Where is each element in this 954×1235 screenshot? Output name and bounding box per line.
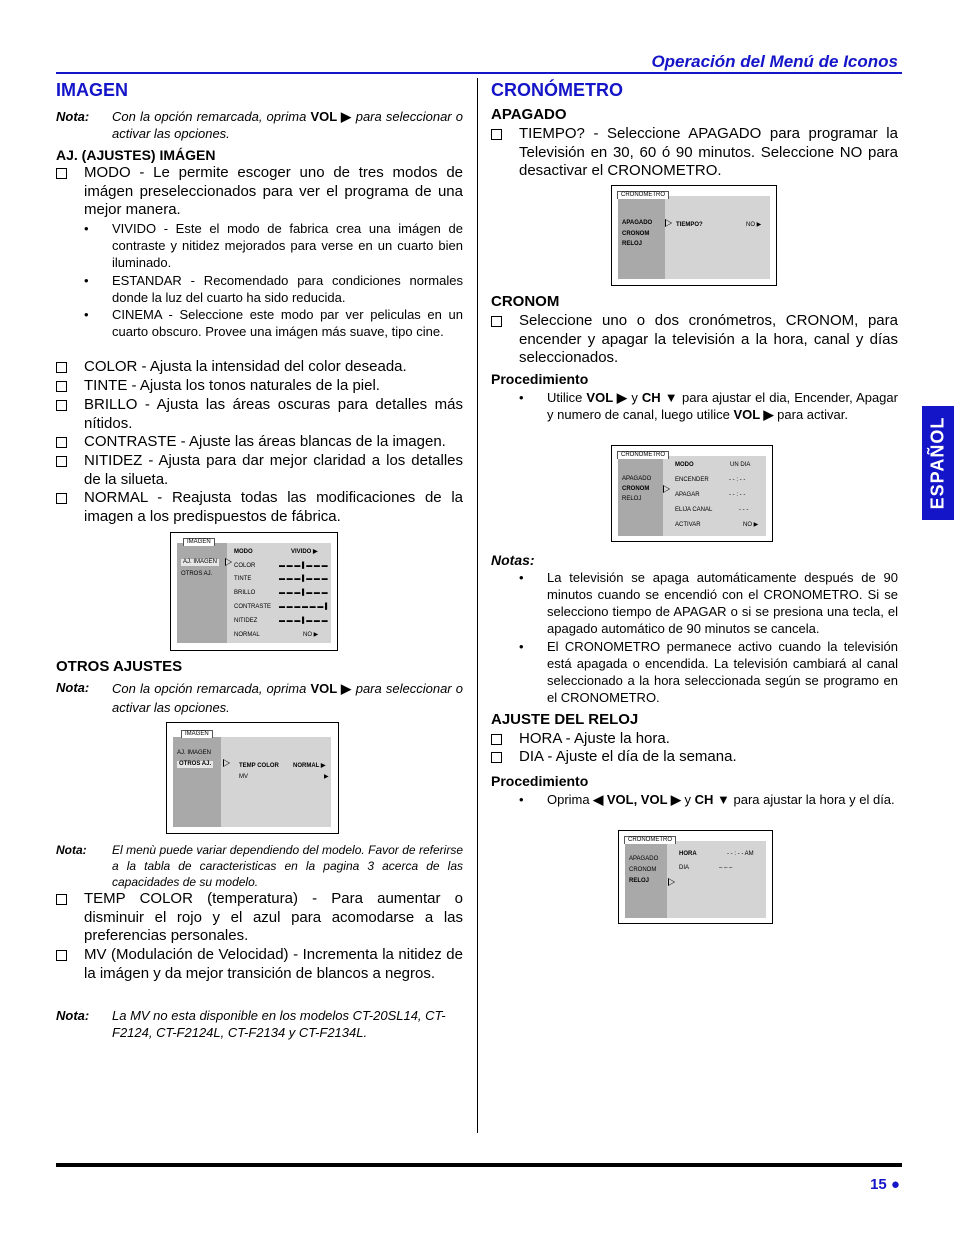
otros-heading: OTROS AJUSTES [56, 658, 183, 675]
item-temp [56, 890, 463, 946]
note-text: La MV no esta disponible en los modelos CT-20SL14, CT-F2124, CT-F2124L, CT-F2134 y CT-F2134L. [112, 1008, 446, 1040]
bullet: • [519, 570, 524, 585]
checkbox-icon [56, 437, 67, 448]
item-text: CONTRASTE - Ajuste las áreas blancas de la imagen. [84, 433, 446, 450]
sub-cinema [84, 306, 463, 358]
menu-row-label: TINTE [234, 576, 252, 582]
checkbox-icon [56, 894, 67, 905]
item-text: Seleccione uno o dos cronómetros, CRONOM, para encender y apagar la televisión a la hora, canal y días seleccionados. [519, 312, 898, 366]
checkbox-icon [56, 168, 67, 179]
step-text: Oprima [547, 792, 594, 807]
selection-arrow-icon [668, 878, 675, 886]
sub-text: VIVIDO - Este el modo de fabrica crea una imágen de contraste y nitidez mejorados para verse en un cuarto bien iluminado. [112, 221, 463, 270]
language-tab [922, 406, 954, 520]
checkbox-icon [491, 129, 502, 140]
step-key: CH ▼ [641, 390, 678, 405]
cronometro-heading: CRONÓMETRO [491, 80, 623, 100]
menu-row-label: MODO [675, 462, 694, 468]
sub-text: ESTANDAR - Recomendado para condiciones normales donde la luz del cuarto ha sido reducida. [112, 273, 463, 305]
menu-sidebar [177, 543, 227, 643]
menu-figure-apagado [611, 185, 777, 286]
menu-slider: ▬ ▬ ▬ ▌▬ ▬ ▬ [279, 563, 328, 569]
selection-arrow-icon [663, 485, 670, 493]
menu-row-label: TEMP COLOR [239, 763, 279, 769]
menu-row-label: HORA [679, 851, 697, 857]
selection-arrow-icon [665, 219, 672, 227]
item-text: NORMAL - Reajusta todas las modificaciones de la imagen a los predispuestos de fábrica. [84, 489, 463, 525]
note-label: Nota: [56, 109, 90, 124]
note-1 [56, 108, 463, 144]
note-4 [56, 1007, 463, 1043]
menu-row-value: - - - [739, 507, 749, 513]
item-modo [56, 164, 463, 220]
menu-row-label: COLOR [234, 563, 256, 569]
menu-row-label: NORMAL [234, 632, 260, 638]
step-key: VOL ▶ [586, 390, 628, 405]
menu-figure-otros [166, 722, 339, 834]
item-mv [56, 946, 463, 1002]
menu-row-value: NO ▶ [303, 632, 319, 638]
step-text: y [627, 390, 642, 405]
menu-side-item: APAGADO [622, 476, 652, 482]
menu-row-value: - - : - - AM [727, 851, 754, 857]
menu-figure-reloj [618, 830, 773, 924]
page-number: 15 ● [870, 1176, 900, 1193]
item-text: BRILLO - Ajusta las áreas oscuras para detalles más nítidos. [84, 396, 463, 432]
header-rule [56, 72, 902, 74]
item-text: HORA - Ajuste la hora. [519, 730, 670, 747]
step-text: Utilice [547, 390, 587, 405]
cronom-heading: CRONOM [491, 293, 560, 310]
menu-figure-imagen [170, 532, 338, 651]
checkbox-icon [56, 362, 67, 373]
nota-a [519, 569, 898, 639]
item-text: TEMP COLOR (temperatura) - Para aumentar o disminuir el rojo y el azul para acomodarse a las preferencias personales. [84, 890, 463, 944]
menu-slider: ▬ ▬ ▬ ▌▬ ▬ ▬ [279, 618, 328, 624]
nota-b [519, 638, 898, 708]
item-text: MV (Modulación de Velocidad) - Incrementa la nitidez de la imágen y da mejor transición de blancos a negros. [84, 946, 463, 982]
note-label: Nota: [56, 1008, 90, 1023]
menu-row-label: NITIDEZ [234, 618, 258, 624]
menu-row-label: DIA [679, 865, 690, 871]
menu-side-item: OTROS AJ. [179, 761, 212, 767]
item-text: COLOR - Ajusta la intensidad del color deseada. [84, 358, 407, 375]
checkbox-icon [56, 400, 67, 411]
menu-row-label: APAGAR [675, 492, 700, 498]
menu-tab: CRONOMETRO [624, 836, 676, 844]
menu-side-item: AJ. IMAGEN [177, 750, 212, 756]
menu-row-value: NO ▶ [743, 522, 759, 528]
menu-side-item: CRONOM [629, 867, 657, 873]
note-key: VOL ▶ [310, 109, 352, 124]
menu-row-label: ACTIVAR [675, 522, 701, 528]
menu-row-label: TIEMPO? [676, 222, 703, 228]
aj-heading: AJ. (AJUSTES) IMÁGEN [56, 147, 216, 163]
menu-side-item: APAGADO [622, 220, 653, 226]
menu-row-label: ELIJA CANAL [675, 507, 713, 513]
bullet: • [84, 307, 89, 322]
note-text: para seleccionar o activar las opciones. [112, 109, 463, 141]
step-key: CH ▼ [694, 792, 730, 807]
sub-estandar [84, 272, 463, 306]
column-divider [477, 78, 478, 1133]
menu-row-value: ▶ [324, 774, 329, 780]
bullet: • [84, 221, 89, 236]
checkbox-icon [56, 493, 67, 504]
note-key: VOL ▶ [310, 681, 352, 696]
step-text: para ajustar la hora y el día. [729, 792, 895, 807]
checkbox-icon [56, 456, 67, 467]
item-tiempo [491, 125, 898, 181]
menu-row-label: CONTRASTE [234, 604, 272, 610]
item-text: TINTE - Ajusta los tonos naturales de la piel. [84, 377, 380, 394]
note-text: El menù puede variar dependiendo del modelo. Favor de referirse a la tabla de caracteristicas en la pagina 3 acerca de las capacidades de su modelo. [112, 843, 463, 889]
ajuste-reloj-heading: AJUSTE DEL RELOJ [491, 711, 639, 728]
sub-text: CINEMA - Seleccione este modo par ver peliculas en un cuarto obscuro. Provee una imágen más suave, tipo cine. [112, 307, 463, 339]
menu-side-item: OTROS AJ. [181, 571, 213, 577]
menu-row-value: – – – [719, 865, 733, 871]
step-text: y [680, 792, 695, 807]
menu-side-item: RELOJ [622, 241, 643, 247]
menu-side-item: RELOJ [629, 878, 650, 884]
step-key: VOL ▶ [733, 407, 774, 422]
checkbox-icon [491, 734, 502, 745]
item-text: TIEMPO? - Seleccione APAGADO para programar la Televisión en 30, 60 ó 90 minutos. Seleccione NO para desactivar el CRONOMETRO. [519, 125, 898, 179]
language-tab-label: ESPAÑOL [927, 416, 948, 510]
page-header-title: Operación del Menú de Iconos [651, 52, 898, 71]
notas-heading: Notas: [491, 552, 535, 568]
step-text: para activar. [773, 407, 848, 422]
item-cronom [491, 312, 898, 368]
menu-row-value: - - : - - [729, 477, 746, 483]
selection-arrow-icon [225, 558, 232, 566]
bullet: • [519, 390, 524, 405]
menu-tab: CRONOMETRO [617, 191, 669, 199]
imagen-heading: IMAGEN [56, 80, 128, 100]
procedimiento-heading: Procedimiento [491, 371, 589, 387]
menu-row-label: MODO [234, 549, 253, 555]
menu-side-item: RELOJ [622, 496, 642, 502]
step-key: ◀ VOL, VOL ▶ [593, 792, 681, 807]
proc2-step [519, 791, 898, 827]
checkbox-icon [491, 752, 502, 763]
menu-row-value: UN DIA [730, 462, 751, 468]
menu-slider: ▬ ▬ ▬ ▬ ▬ ▬ ▌ [279, 604, 330, 610]
note-2 [56, 679, 463, 717]
note-label: Nota: [56, 680, 90, 695]
menu-side-item: CRONOM [622, 486, 650, 492]
apagado-heading: APAGADO [491, 106, 567, 123]
menu-side-item: APAGADO [629, 856, 659, 862]
item-text: NITIDEZ - Ajusta para dar mejor claridad a los detalles de la silueta. [84, 452, 463, 488]
menu-tab: CRONOMETRO [617, 451, 669, 459]
menu-row-label: ENCENDER [675, 477, 709, 483]
procedimiento-heading: Procedimiento [491, 773, 589, 789]
bullet: • [519, 639, 524, 654]
footer-rule [56, 1163, 902, 1167]
sub-vivido [84, 220, 463, 272]
menu-slider: ▬ ▬ ▬ ▌▬ ▬ ▬ [279, 576, 328, 582]
item-text: MODO - Le permite escoger uno de tres modos de imágen preseleccionados para ver el programa de una mejor manera. [84, 164, 463, 218]
menu-slider: ▬ ▬ ▬ ▌▬ ▬ ▬ [279, 590, 328, 596]
bullet: • [519, 792, 524, 807]
proc1-step [519, 389, 898, 441]
note-text: El CRONOMETRO permanece activo cuando la televisión está apagada o encendida. La televisión cambiará al canal seleccionado a la hora seleccionada según se programo en el CRONOMETRO. [547, 639, 898, 705]
step-text: para ajustar el dia, Encender, Apagar y numero de canal, luego utilice [547, 390, 898, 422]
menu-side-item: CRONOM [622, 231, 650, 237]
menu-side-item: AJ. IMAGEN [183, 559, 218, 565]
selection-arrow-icon [223, 759, 230, 767]
note-text: para seleccionar o activar las opciones. [112, 681, 463, 715]
note-text: Con la opción remarcada, oprima [112, 109, 311, 124]
menu-row-label: MV [239, 774, 248, 780]
bullet: • [84, 273, 89, 288]
menu-row-value: NORMAL ▶ [293, 763, 326, 769]
note-text: Con la opción remarcada, oprima [112, 681, 311, 696]
menu-row-value: - - : - - [729, 492, 746, 498]
menu-figure-cronom [611, 445, 773, 542]
note-label: Nota: [56, 843, 87, 857]
menu-tab: IMAGEN [183, 538, 215, 546]
checkbox-icon [56, 950, 67, 961]
menu-row-label: BRILLO [234, 590, 256, 596]
item-text: DIA - Ajuste el día de la semana. [519, 748, 737, 765]
note-text: La televisión se apaga automáticamente después de 90 minutos cuando se encendió con el CRONOMETRO. Si se selecciono tiempo de APAGAR o si se presiona una tecla, el apagado automático de 90 minutos se cancela. [547, 570, 898, 636]
menu-row-value: NO ▶ [746, 222, 762, 228]
note-3 [56, 842, 463, 890]
checkbox-icon [491, 316, 502, 327]
checkbox-icon [56, 381, 67, 392]
menu-row-value: VIVIDO ▶ [291, 549, 318, 555]
menu-tab: IMAGEN [181, 730, 213, 738]
